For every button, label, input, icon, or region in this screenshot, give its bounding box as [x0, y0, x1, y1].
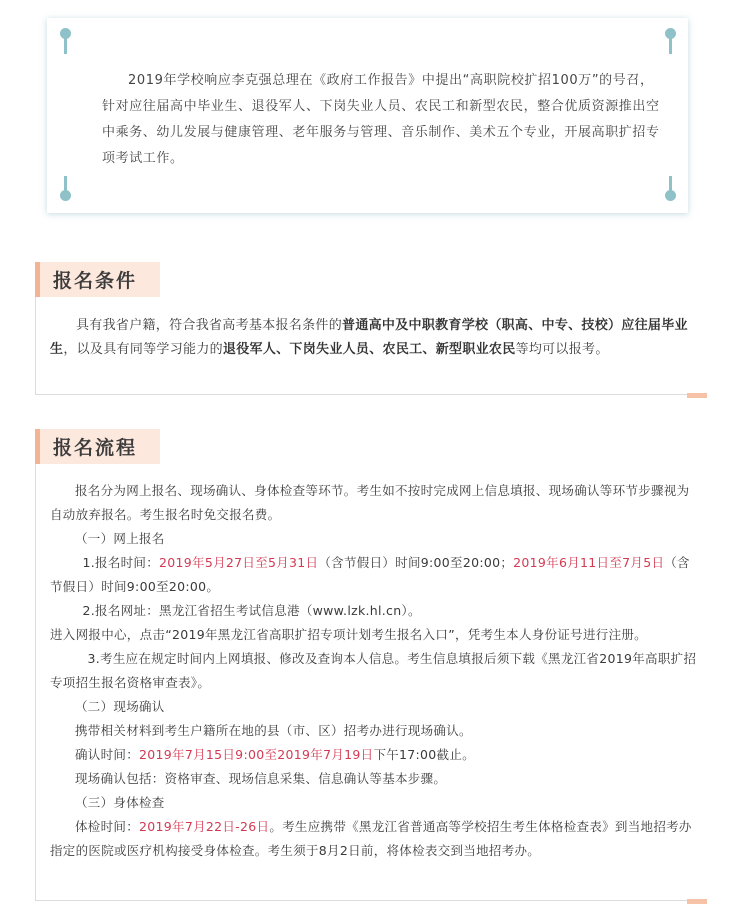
- text-span: 具有我省户籍，符合我省高考基本报名条件的: [76, 318, 343, 333]
- online-enter: 进入网报中心，点击“2019年黑龙江省高职扩招专项计划考生报名入口”，凭考生本人身份证号进行注册。: [50, 627, 647, 642]
- exam-heading: （三）身体检查: [75, 795, 165, 810]
- text-span: （含节假日）时间9:00至20:00；: [318, 555, 514, 570]
- pin-icon: [60, 28, 72, 54]
- corner-accent: [687, 899, 707, 904]
- onsite-line: 携带相关材料到考生户籍所在地的县（市、区）招考办进行现场确认。: [75, 723, 472, 738]
- text-span: ，以及具有同等学习能力的: [63, 342, 223, 357]
- highlight-date: 2019年7月22日-26日: [139, 819, 270, 834]
- text-span: 。考生应携带《黑龙江省普通高等学校招生考生体格检查表》到当地招考办指定的医院或医疗机构接受身体检查。考生须于8月2日前，将体检表交到当地招考办。: [50, 819, 692, 858]
- pin-icon: [60, 176, 72, 202]
- intro-text: 2019年学校响应李克强总理在《政府工作报告》中提出“高职院校扩招100万”的号召，针对应往届高中毕业生、退役军人、下岗失业人员、农民工和新型农民，整合优质资源推出空中乘务、幼儿发展与健康管理、老年服务与管理、音乐制作、美术五个专业，开展高职扩招专项考试工作。: [102, 73, 660, 166]
- online-time: [50, 551, 700, 599]
- text-span: 确认时间：: [75, 747, 140, 762]
- process-text: [50, 479, 700, 863]
- onsite-heading: （二）现场确认: [75, 699, 165, 714]
- onsite-time: [50, 743, 700, 767]
- section-title: 报名流程: [53, 437, 138, 459]
- text-span: 1.报名时间：: [82, 555, 160, 570]
- bold-text: 普通高中及中职教育学校（职高、中专、技校）应往届毕业生: [50, 318, 688, 357]
- process-intro: 报名分为网上报名、现场确认、身体检查等环节。考生如不按时完成网上信息填报、现场确认等环节步骤视为自动放弃报名。考生报名时免交报名费。: [50, 483, 690, 522]
- onsite-content: 现场确认包括：资格审查、现场信息采集、信息确认等基本步骤。: [75, 771, 447, 786]
- pin-icon: [665, 28, 677, 54]
- intro-card: [47, 18, 688, 213]
- highlight-date: 2019年6月11日至7月5日: [513, 555, 665, 570]
- highlight-date: 2019年7月15日9:00至2019年7月19日: [139, 747, 374, 762]
- text-span: 等均可以报考。: [515, 342, 609, 357]
- highlight-date: 2019年5月27日至5月31日: [159, 555, 319, 570]
- exam-time: [50, 815, 700, 863]
- text-span: 体检时间：: [75, 819, 140, 834]
- bold-text: 退役军人、下岗失业人员、农民工、新型职业农民: [222, 342, 516, 357]
- section-title-box: [35, 429, 160, 464]
- online-heading: （一）网上报名: [75, 531, 165, 546]
- online-step3: 3.考生应在规定时间内上网填报、修改及查询本人信息。考生信息填报后须下载《黑龙江省2019年高职扩招专项招生报名资格审查表》。: [50, 651, 697, 690]
- section-title: 报名条件: [53, 270, 138, 292]
- online-url: 2.报名网址：黑龙江省招生考试信息港（www.lzk.hl.cn）。: [82, 603, 421, 618]
- conditions-text: [50, 314, 700, 362]
- corner-accent: [687, 393, 707, 398]
- pin-icon: [665, 176, 677, 202]
- text-span: 下午17:00截止。: [373, 747, 475, 762]
- section-conditions: [35, 262, 707, 395]
- text-span: （含节假日）时间9:00至20:00。: [50, 555, 690, 594]
- section-title-box: [35, 262, 160, 297]
- section-process: [35, 429, 707, 901]
